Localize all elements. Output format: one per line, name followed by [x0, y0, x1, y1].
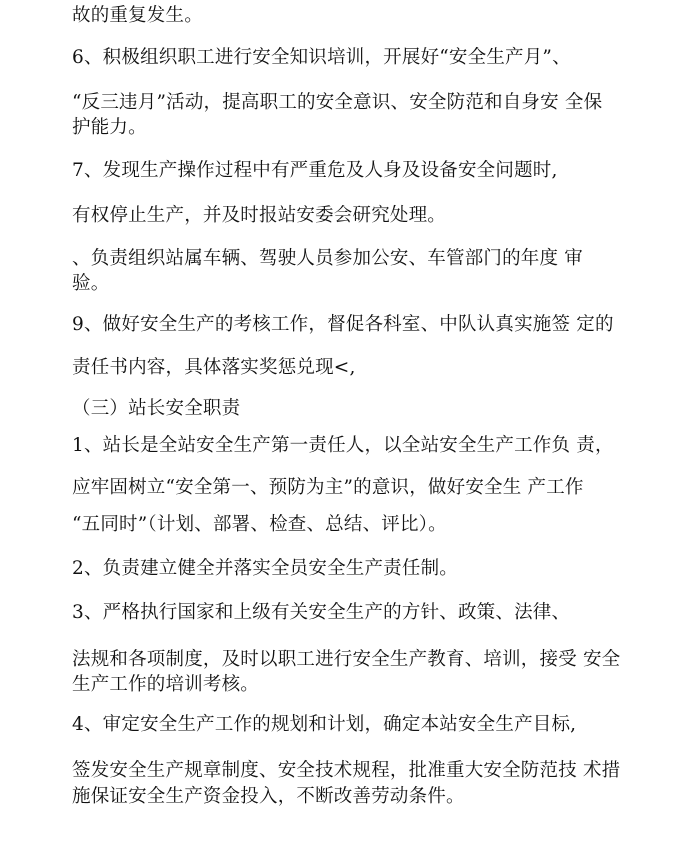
text-line: 9、做好安全生产的考核工作，督促各科室、中队认真实施签 定的: [72, 314, 614, 335]
text-line: 3、严格执行国家和上级有关安全生产的方针、政策、法律、: [72, 602, 571, 623]
text-line: 施保证安全生产资金投入，不断改善劳动条件。: [72, 786, 465, 807]
text-line: “反三违月”活动，提高职工的安全意识、安全防范和自身安 全保: [72, 92, 603, 113]
text-line: 4、审定安全生产工作的规划和计划，确定本站安全生产目标,: [72, 714, 577, 735]
text-line: 签发安全生产规章制度、安全技术规程，批准重大安全防范技 术措: [72, 760, 621, 781]
text-line: 生产工作的培训考核。: [72, 674, 260, 695]
text-line: 应牢固树立“安全第一、预防为主”的意识，做好安全生 产工作: [72, 477, 584, 498]
text-line: 7、发现生产操作过程中有严重危及人身及设备安全问题时,: [72, 160, 558, 181]
text-line: “五同时”（计划、部署、检查、总结、评比）。: [72, 514, 447, 535]
section-heading: （三）站长安全职责: [72, 398, 241, 419]
text-line: 法规和各项制度，及时以职工进行安全生产教育、培训，接受 安全: [72, 649, 621, 670]
text-line: 2、负责建立健全并落实全员安全生产责任制。: [72, 558, 458, 579]
text-line: 1、站长是全站安全生产第一责任人，以全站安全生产工作负 责，: [72, 435, 614, 456]
text-line: 责任书内容，具体落实奖惩兑现<,: [72, 357, 356, 378]
text-line: 护能力。: [72, 117, 147, 138]
text-line: 故的重复发生。: [72, 5, 203, 26]
text-line: 验。: [72, 273, 110, 294]
text-line: 、负责组织站属车辆、驾驶人员参加公安、车管部门的年度 审: [72, 248, 583, 269]
text-line: 6、积极组织职工进行安全知识培训，开展好“安全生产月”、: [72, 47, 571, 68]
text-line: 有权停止生产，并及时报站安委会研究处理。: [72, 205, 447, 226]
